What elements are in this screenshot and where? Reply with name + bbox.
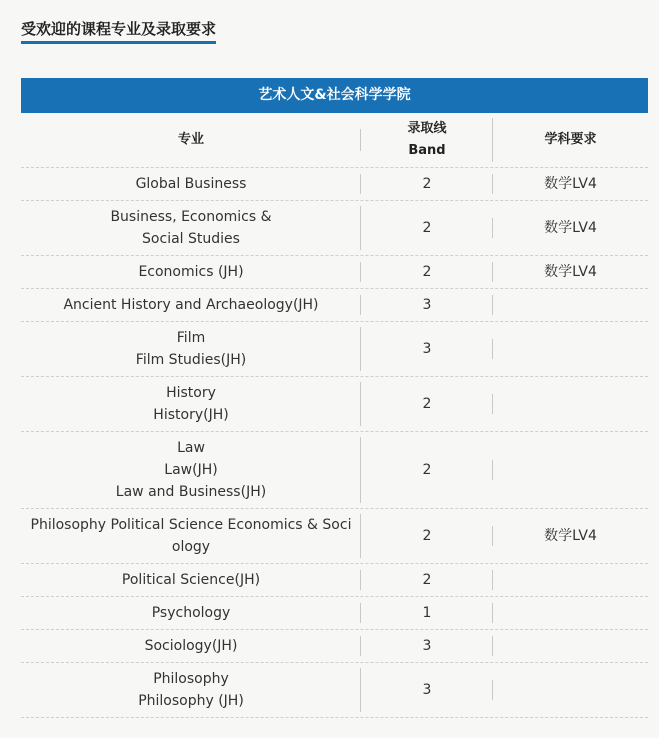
major-line: Philosophy (153, 671, 229, 687)
major-line: Political Science(JH) (121, 572, 261, 588)
major-line: Law (177, 440, 205, 456)
major-line: Law(JH) (164, 462, 218, 478)
band-cell: 2 (361, 377, 493, 431)
major-cell (21, 663, 361, 717)
band-cell: 3 (361, 663, 493, 717)
table-row (21, 597, 648, 630)
band-cell: 2 (361, 432, 493, 508)
band-cell: 3 (361, 630, 493, 662)
major-cell (21, 432, 361, 508)
major-line: Economics (JH) (138, 264, 244, 280)
major-cell (21, 377, 361, 431)
major-cell (21, 322, 361, 376)
table-row (21, 168, 648, 201)
major-line: Sociology(JH) (144, 638, 238, 654)
band-cell: 2 (361, 509, 493, 563)
subject-requirement-cell (493, 432, 648, 508)
major-line: Social Studies (142, 231, 240, 247)
table-body (21, 168, 648, 718)
band-cell: 1 (361, 597, 493, 629)
table-row (21, 201, 648, 256)
header-band-line1: 录取线 (407, 121, 447, 136)
table-row (21, 256, 648, 289)
band-cell: 2 (361, 201, 493, 255)
table-row (21, 663, 648, 718)
major-cell (21, 597, 361, 629)
band-cell: 2 (361, 168, 493, 200)
major-line: Psychology (151, 605, 231, 621)
major-cell (21, 289, 361, 321)
band-cell: 3 (361, 322, 493, 376)
header-band (361, 113, 493, 167)
table-row (21, 289, 648, 322)
table-row (21, 509, 648, 564)
table-row (21, 630, 648, 663)
major-line: History (166, 385, 216, 401)
major-line: ology (171, 539, 211, 555)
major-line: Business, Economics & (110, 209, 272, 225)
subject-requirement-cell: 数学LV4 (544, 264, 597, 280)
subject-requirement-cell: 数学LV4 (544, 220, 597, 236)
subject-requirement-cell (493, 630, 648, 662)
band-cell: 3 (361, 289, 493, 321)
major-cell (21, 201, 361, 255)
subject-requirement-cell (493, 322, 648, 376)
header-major: 专业 (21, 113, 361, 167)
major-cell (21, 168, 361, 200)
header-band-line2: Band (408, 143, 446, 158)
major-line: Film (176, 330, 206, 346)
page-title: 受欢迎的课程专业及录取要求 (21, 20, 217, 38)
major-line: Global Business (135, 176, 247, 192)
subject-requirement-cell: 数学LV4 (544, 528, 597, 544)
heading-underline (21, 41, 216, 44)
subject-requirement-cell (493, 663, 648, 717)
major-cell (21, 630, 361, 662)
major-line: Ancient History and Archaeology(JH) (63, 297, 319, 313)
major-line: Law and Business(JH) (115, 484, 267, 500)
header-subject: 学科要求 (544, 132, 597, 147)
major-cell (21, 564, 361, 596)
major-line: Film Studies(JH) (135, 352, 247, 368)
subject-requirement-cell: 数学LV4 (544, 176, 597, 192)
table-row (21, 377, 648, 432)
band-cell: 2 (361, 256, 493, 288)
admission-table (21, 78, 648, 718)
major-line: Philosophy (JH) (138, 693, 244, 709)
major-cell (21, 256, 361, 288)
table-row (21, 432, 648, 509)
subject-requirement-cell (493, 289, 648, 321)
major-cell (21, 509, 361, 563)
table-header-row (21, 113, 648, 168)
major-line: Philosophy Political Science Economics & Soci (30, 517, 352, 533)
table-row (21, 322, 648, 377)
subject-requirement-cell (493, 597, 648, 629)
subject-requirement-cell (493, 564, 648, 596)
faculty-title-bar: 艺术人文&社会科学学院 (21, 78, 648, 113)
table-row (21, 564, 648, 597)
band-cell: 2 (361, 564, 493, 596)
subject-requirement-cell (493, 377, 648, 431)
major-line: History(JH) (153, 407, 229, 423)
section-heading (21, 18, 216, 44)
